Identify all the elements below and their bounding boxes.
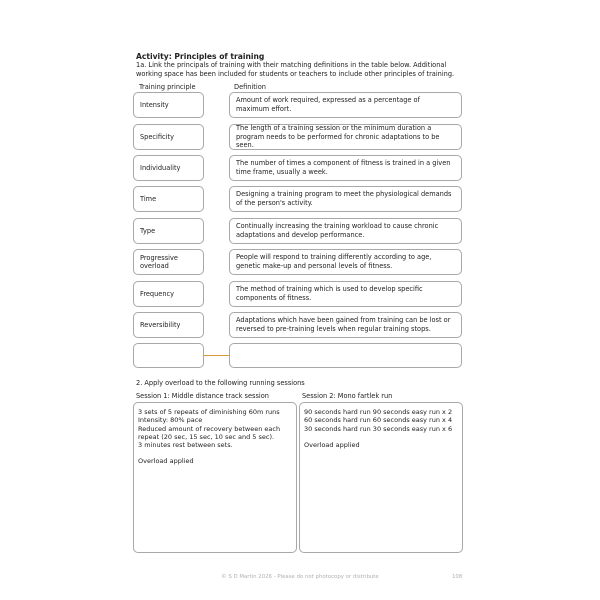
session-2-line: 30 seconds hard run 30 seconds easy run x 6 [304,424,453,433]
principle-box[interactable]: Reversibility [133,312,204,338]
footer-copyright: © S D Martin 2026 - Please do not photocopy or distribute [221,574,379,580]
session-1-heading: Session 1: Middle distance track session [136,392,269,400]
definition-box[interactable]: Designing a training program to meet the physiological demands of the person's activity. [229,186,462,212]
session-1-line: repeat (20 sec, 15 sec, 10 sec and 5 sec). [138,432,275,441]
session-1-line: Intensity: 80% pace [138,416,203,425]
principle-box[interactable]: Frequency [133,281,204,307]
definition-box[interactable]: Continually increasing the training workload to cause chronic adaptations and develop performance. [229,218,462,244]
principle-box[interactable]: Specificity [133,124,204,150]
principle-box[interactable]: Type [133,218,204,244]
session-1-line: 3 minutes rest between sets. [138,441,233,450]
session-1-box[interactable] [133,402,297,553]
principle-box[interactable]: Time [133,186,204,212]
activity-title: Activity: Principles of training [136,52,265,61]
session-1-line: Reduced amount of recovery between each [138,424,281,433]
column-header-definition: Definition [234,83,266,91]
session-1-overload-label: Overload applied [138,457,194,466]
session-2-heading: Session 2: Mono fartlek run [302,392,393,400]
principle-box[interactable] [133,343,204,368]
session-2-overload-label: Overload applied [304,440,360,449]
activity-instructions: 1a. Link the principals of training with their matching definitions in the table below. Additional working space has been included for students or teachers to include other principles of training. [136,61,455,78]
principle-box[interactable]: Individuality [133,155,204,181]
definition-box[interactable]: Adaptations which have been gained from training can be lost or reversed to pre-training levels when regular training stops. [229,312,462,338]
definition-box[interactable]: The number of times a component of fitness is trained in a given time frame, usually a week. [229,155,462,181]
principle-box[interactable]: Progressive overload [133,249,204,275]
session-2-line: 90 seconds hard run 90 seconds easy run x 2 [304,408,453,416]
session-1-line: 3 sets of 5 repeats of diminishing 60m runs [138,408,280,416]
definition-box[interactable] [229,343,462,368]
link-line [204,355,229,356]
definition-box[interactable]: The length of a training session or the minimum duration a program needs to be performed for chronic adaptations to be seen. [229,124,462,150]
column-header-principle: Training principle [139,83,196,91]
definition-box[interactable]: People will respond to training differently according to age, genetic make-up and personal levels of fitness. [229,249,462,275]
session-2-box[interactable] [299,402,463,553]
definition-box[interactable]: Amount of work required, expressed as a percentage of maximum effort. [229,92,462,118]
principle-box[interactable]: Intensity [133,92,204,118]
session-2-line: 60 seconds hard run 60 seconds easy run x 4 [304,416,453,425]
question-2-prompt: 2. Apply overload to the following running sessions [136,379,305,387]
page-number: 108 [452,574,463,580]
definition-box[interactable]: The method of training which is used to develop specific components of fitness. [229,281,462,307]
